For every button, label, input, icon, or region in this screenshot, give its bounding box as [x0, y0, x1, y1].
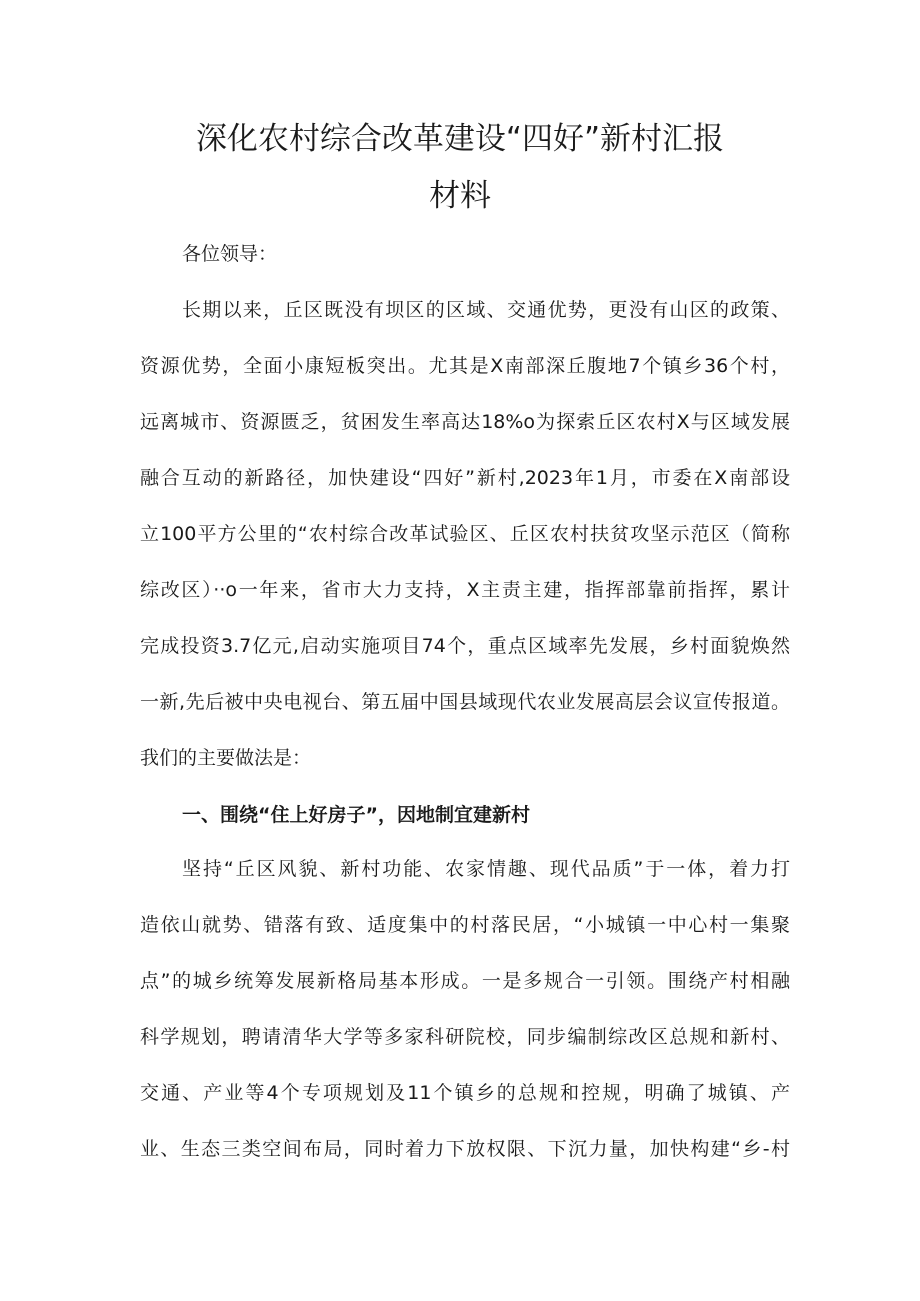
paragraph-line: 业、生态三类空间布局，同时着力下放权限、下沉力量，加快构建“乡-村	[140, 1138, 790, 1160]
paragraph-line: 综改区）··o一年来，省市大力支持，X主责主建，指挥部靠前指挥，累计	[140, 579, 790, 601]
paragraph-line: 资源优势，全面小康短板突出。尤其是X南部深丘腹地7个镇乡36个村，	[140, 355, 790, 377]
paragraph-line: 远离城市、资源匮乏，贫困发生率高达18%o为探索丘区农村X与区域发展	[140, 411, 790, 433]
paragraph-line: 一新,先后被中央电视台、第五届中国县域现代农业发展高层会议宣传报道。	[140, 691, 790, 713]
section-heading-1: 一、围绕“住上好房子”，因地制宜建新村	[182, 804, 530, 826]
salutation: 各位领导：	[182, 243, 278, 265]
paragraph-line: 长期以来，丘区既没有坝区的区域、交通优势，更没有山区的政策、	[182, 299, 790, 321]
document-title-line-1: 深化农村综合改革建设“四好”新村汇报	[195, 121, 725, 157]
document-title-line-2: 材料	[429, 178, 491, 214]
paragraph-line: 立100平方公里的“农村综合改革试验区、丘区农村扶贫攻坚示范区（简称	[140, 523, 790, 545]
paragraph-line: 我们的主要做法是：	[140, 747, 312, 769]
paragraph-line: 造依山就势、错落有致、适度集中的村落民居，“小城镇一中心村一集聚	[140, 914, 790, 936]
paragraph-line: 完成投资3.7亿元,启动实施项目74个，重点区域率先发展，乡村面貌焕然	[140, 635, 790, 657]
paragraph-line: 交通、产业等4个专项规划及11个镇乡的总规和控规，明确了城镇、产	[140, 1082, 790, 1104]
paragraph-line: 坚持“丘区风貌、新村功能、农家情趣、现代品质”于一体，着力打	[182, 858, 790, 880]
paragraph-line: 科学规划，聘请清华大学等多家科研院校，同步编制综改区总规和新村、	[140, 1026, 790, 1048]
paragraph-line: 点”的城乡统筹发展新格局基本形成。一是多规合一引领。围绕产村相融	[140, 970, 790, 992]
paragraph-line: 融合互动的新路径，加快建设“四好”新村,2023年1月，市委在X南部设	[140, 467, 790, 489]
